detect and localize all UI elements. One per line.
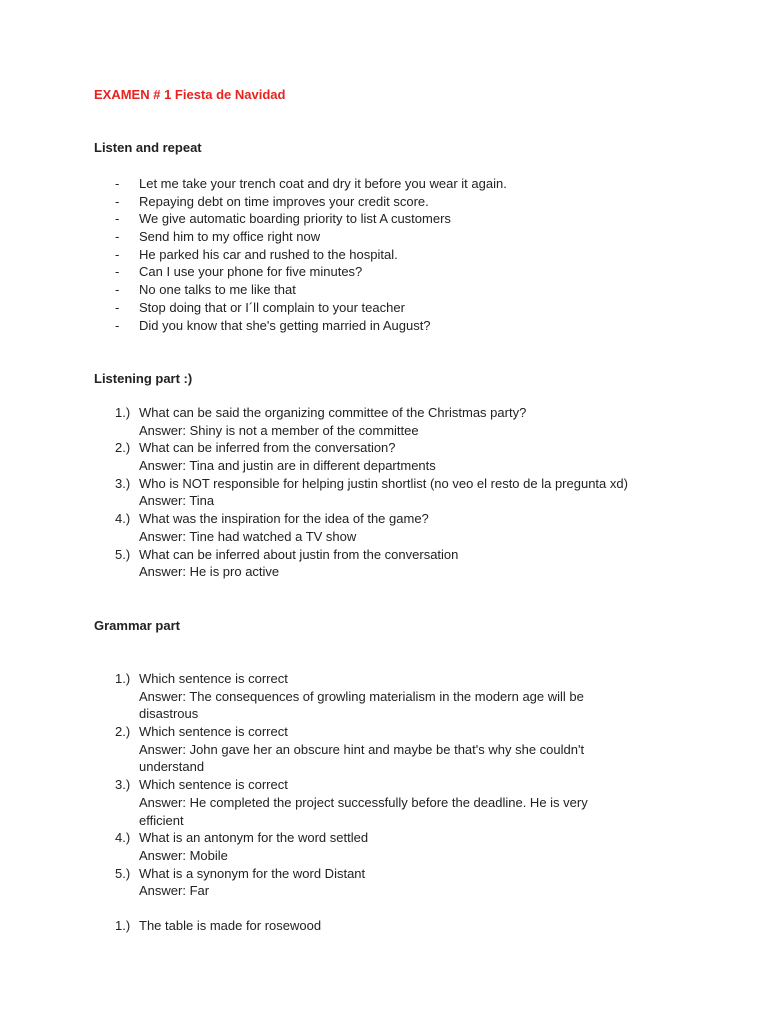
list-item-text: Who is NOT responsible for helping justin shortlist (no veo el resto de la pregunta xd) xyxy=(139,475,628,491)
list-item-text: What was the inspiration for the idea of the game? xyxy=(139,511,429,527)
question-item xyxy=(0,475,768,493)
list-item-text: What can be inferred about justin from the conversation xyxy=(139,546,459,562)
answer-item xyxy=(0,457,768,475)
answer-continuation xyxy=(0,758,768,776)
list-item-text: understand xyxy=(139,759,205,775)
list-item-text: Answer: Tina and justin are in different departments xyxy=(139,458,436,474)
question-number: 1.) xyxy=(115,405,131,420)
list-item-text: Answer: John gave her an obscure hint and maybe be that's why she couldn't xyxy=(139,741,585,757)
question-item xyxy=(0,670,768,688)
list-item-text: He parked his car and rushed to the hospital. xyxy=(139,246,398,262)
list-item-text: We give automatic boarding priority to list A customers xyxy=(139,211,451,227)
list-item-text: disastrous xyxy=(139,706,199,722)
grammar-questions-list xyxy=(0,670,768,900)
list-bullet: - xyxy=(115,282,120,298)
list-item-text: Answer: Mobile xyxy=(139,847,228,863)
list-item-text: Answer: He is pro active xyxy=(139,564,280,580)
heading-listening-part: Listening part :) xyxy=(94,371,193,386)
question-item xyxy=(0,404,768,422)
list-bullet: - xyxy=(115,176,120,191)
list-item xyxy=(0,246,768,264)
list-bullet: - xyxy=(115,193,120,209)
answer-item xyxy=(0,492,768,510)
list-item-text: Stop doing that or I´ll complain to your teacher xyxy=(139,299,405,315)
question-number: 3.) xyxy=(115,475,131,491)
question-number: 2.) xyxy=(115,440,131,456)
list-item-text: Did you know that she's getting married in August? xyxy=(139,317,431,333)
question-item xyxy=(0,917,768,935)
list-item xyxy=(0,281,768,299)
question-number: 4.) xyxy=(115,511,131,527)
question-item xyxy=(0,510,768,528)
list-item-text: Answer: Tine had watched a TV show xyxy=(139,528,357,544)
answer-item xyxy=(0,794,768,812)
list-bullet: - xyxy=(115,317,120,333)
question-number: 3.) xyxy=(115,777,131,793)
list-item xyxy=(0,193,768,211)
list-bullet: - xyxy=(115,211,120,227)
listening-questions-list xyxy=(0,404,768,581)
list-item-text: Can I use your phone for five minutes? xyxy=(139,264,363,280)
question-item xyxy=(0,829,768,847)
answer-continuation xyxy=(0,812,768,830)
list-item-text: Which sentence is correct xyxy=(139,671,288,686)
question-number: 1.) xyxy=(115,918,131,933)
list-item-text: Which sentence is correct xyxy=(139,724,288,740)
question-item xyxy=(0,439,768,457)
question-item xyxy=(0,546,768,564)
list-item-text: Answer: Shiny is not a member of the committee xyxy=(139,422,419,438)
document-title: EXAMEN # 1 Fiesta de Navidad xyxy=(94,87,286,102)
list-item-text: efficient xyxy=(139,812,184,828)
list-item xyxy=(0,175,768,193)
listen-and-repeat-list xyxy=(0,175,768,334)
list-item xyxy=(0,210,768,228)
answer-item xyxy=(0,847,768,865)
list-item-text: Answer: Far xyxy=(139,883,210,899)
list-item-text: Answer: Tina xyxy=(139,493,215,509)
list-item xyxy=(0,317,768,335)
question-item xyxy=(0,723,768,741)
heading-grammar-part: Grammar part xyxy=(94,618,180,633)
list-item xyxy=(0,228,768,246)
list-item xyxy=(0,263,768,281)
list-item-text: No one talks to me like that xyxy=(139,282,296,298)
extra-questions-list xyxy=(0,917,768,935)
question-number: 4.) xyxy=(115,830,131,846)
question-number: 1.) xyxy=(115,671,131,686)
list-item-text: Send him to my office right now xyxy=(139,229,321,245)
list-item-text: What is a synonym for the word Distant xyxy=(139,865,366,881)
list-item-text: What can be inferred from the conversation? xyxy=(139,440,396,456)
list-item-text: What can be said the organizing committee of the Christmas party? xyxy=(139,405,527,420)
answer-item xyxy=(0,528,768,546)
list-item-text: Which sentence is correct xyxy=(139,777,288,793)
list-item xyxy=(0,299,768,317)
question-number: 2.) xyxy=(115,724,131,740)
question-number: 5.) xyxy=(115,865,131,881)
list-item-text: Let me take your trench coat and dry it before you wear it again. xyxy=(139,176,507,191)
answer-item xyxy=(0,741,768,759)
answer-item xyxy=(0,688,768,706)
answer-item xyxy=(0,422,768,440)
list-item-text: Answer: The consequences of growling materialism in the modern age will be xyxy=(139,688,584,704)
list-bullet: - xyxy=(115,299,120,315)
list-item-text: What is an antonym for the word settled xyxy=(139,830,369,846)
list-item-text: Answer: He completed the project successfully before the deadline. He is very xyxy=(139,794,588,810)
list-item-text: Repaying debt on time improves your credit score. xyxy=(139,193,429,209)
list-bullet: - xyxy=(115,229,120,245)
question-item xyxy=(0,776,768,794)
question-number: 5.) xyxy=(115,546,131,562)
question-item xyxy=(0,865,768,883)
list-bullet: - xyxy=(115,246,120,262)
answer-item xyxy=(0,563,768,581)
answer-item xyxy=(0,882,768,900)
heading-listen-and-repeat: Listen and repeat xyxy=(94,140,202,155)
list-bullet: - xyxy=(115,264,120,280)
answer-continuation xyxy=(0,705,768,723)
list-item-text: The table is made for rosewood xyxy=(139,918,322,933)
